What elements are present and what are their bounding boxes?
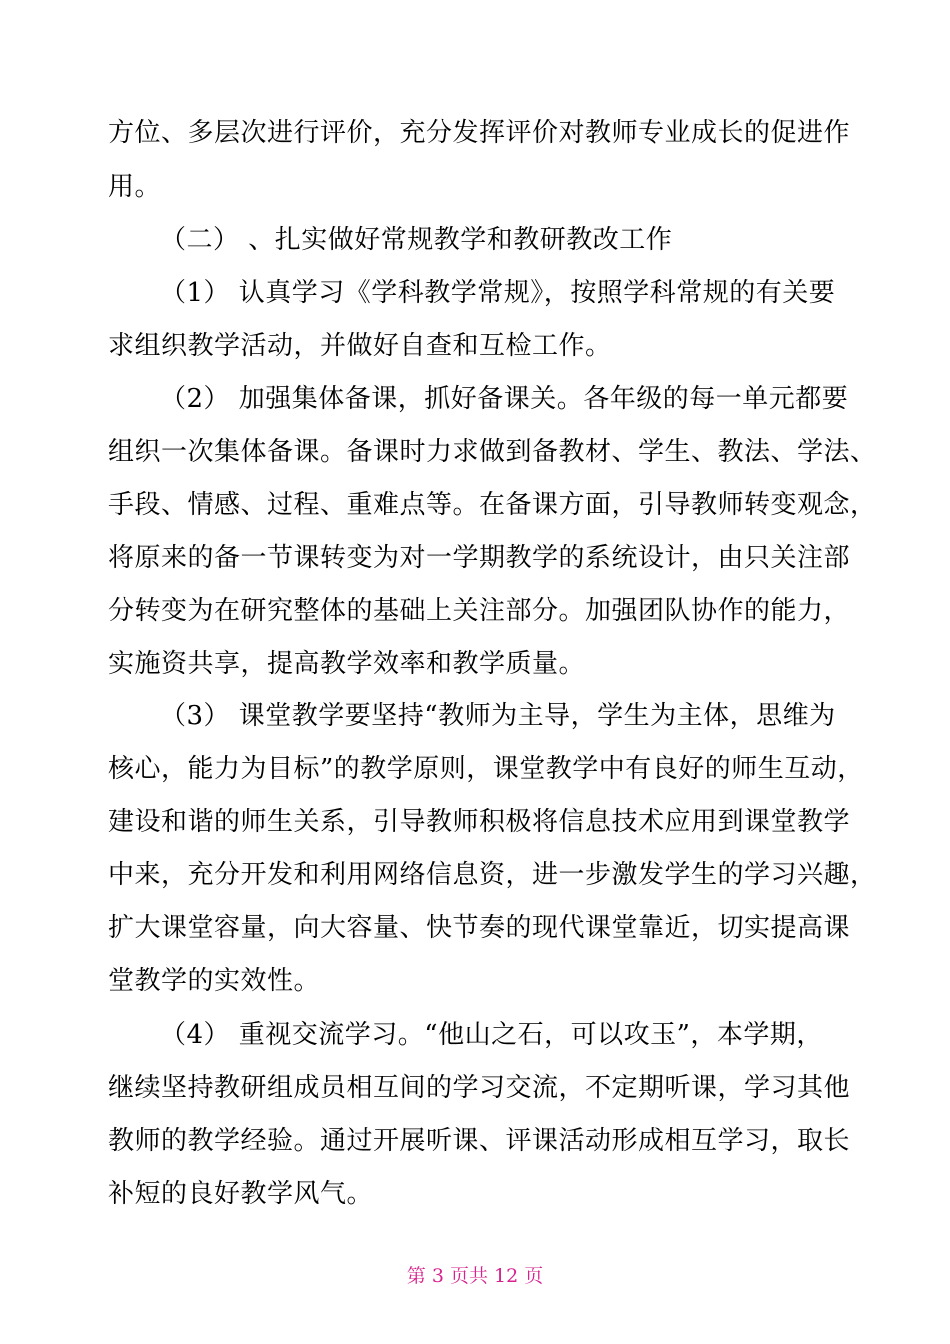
paragraph-line: 中来，充分开发和利用网络信息资，进一步激发学生的学习兴趣， — [108, 860, 877, 890]
paragraph-line: （3） 课堂教学要坚持“教师为主导，学生为主体，思维为 — [160, 701, 836, 731]
paragraph-line: 建设和谐的师生关系，引导教师积极将信息技术应用到课堂教学 — [108, 807, 851, 837]
paragraph-line: 将原来的备一节课转变为对一学期教学的系统设计，由只关注部 — [108, 543, 851, 573]
paragraph-line: 求组织教学活动，并做好自查和互检工作。 — [108, 331, 612, 361]
section-heading: （二） 、扎实做好常规教学和教研教改工作 — [160, 225, 673, 255]
paragraph-line: 分转变为在研究整体的基础上关注部分。加强团队协作的能力， — [108, 596, 851, 626]
paragraph-line: 手段、情感、过程、重难点等。在备课方面，引导教师转变观念， — [108, 490, 877, 520]
paragraph-line: 补短的良好教学风气。 — [108, 1179, 374, 1209]
paragraph-line: 教师的教学经验。通过开展听课、评课活动形成相互学习，取长 — [108, 1126, 851, 1156]
page-number-footer: 第 3 页共 12 页 — [406, 1265, 544, 1287]
paragraph-line: 方位、多层次进行评价，充分发挥评价对教师专业成长的促进作 — [108, 118, 851, 148]
paragraph-line: 用。 — [108, 172, 162, 202]
paragraph-line: （1） 认真学习《学科教学常规》，按照学科常规的有关要 — [160, 278, 836, 308]
paragraph-line: 堂教学的实效性。 — [108, 966, 321, 996]
paragraph-line: （4） 重视交流学习。“他山之石，可以攻玉”，本学期， — [160, 1020, 823, 1050]
paragraph-line: （2） 加强集体备课，抓好备课关。各年级的每一单元都要 — [160, 384, 849, 414]
paragraph-line: 实施资共享，提高教学效率和教学质量。 — [108, 649, 586, 679]
paragraph-line: 继续坚持教研组成员相互间的学习交流，不定期听课，学习其他 — [108, 1073, 851, 1103]
paragraph-line: 组织一次集体备课。备课时力求做到备教材、学生、教法、学法、 — [108, 437, 877, 467]
paragraph-line: 扩大课堂容量，向大容量、快节奏的现代课堂靠近，切实提高课 — [108, 913, 851, 943]
paragraph-line: 核心，能力为目标”的教学原则，课堂教学中有良好的师生互动， — [108, 754, 864, 784]
